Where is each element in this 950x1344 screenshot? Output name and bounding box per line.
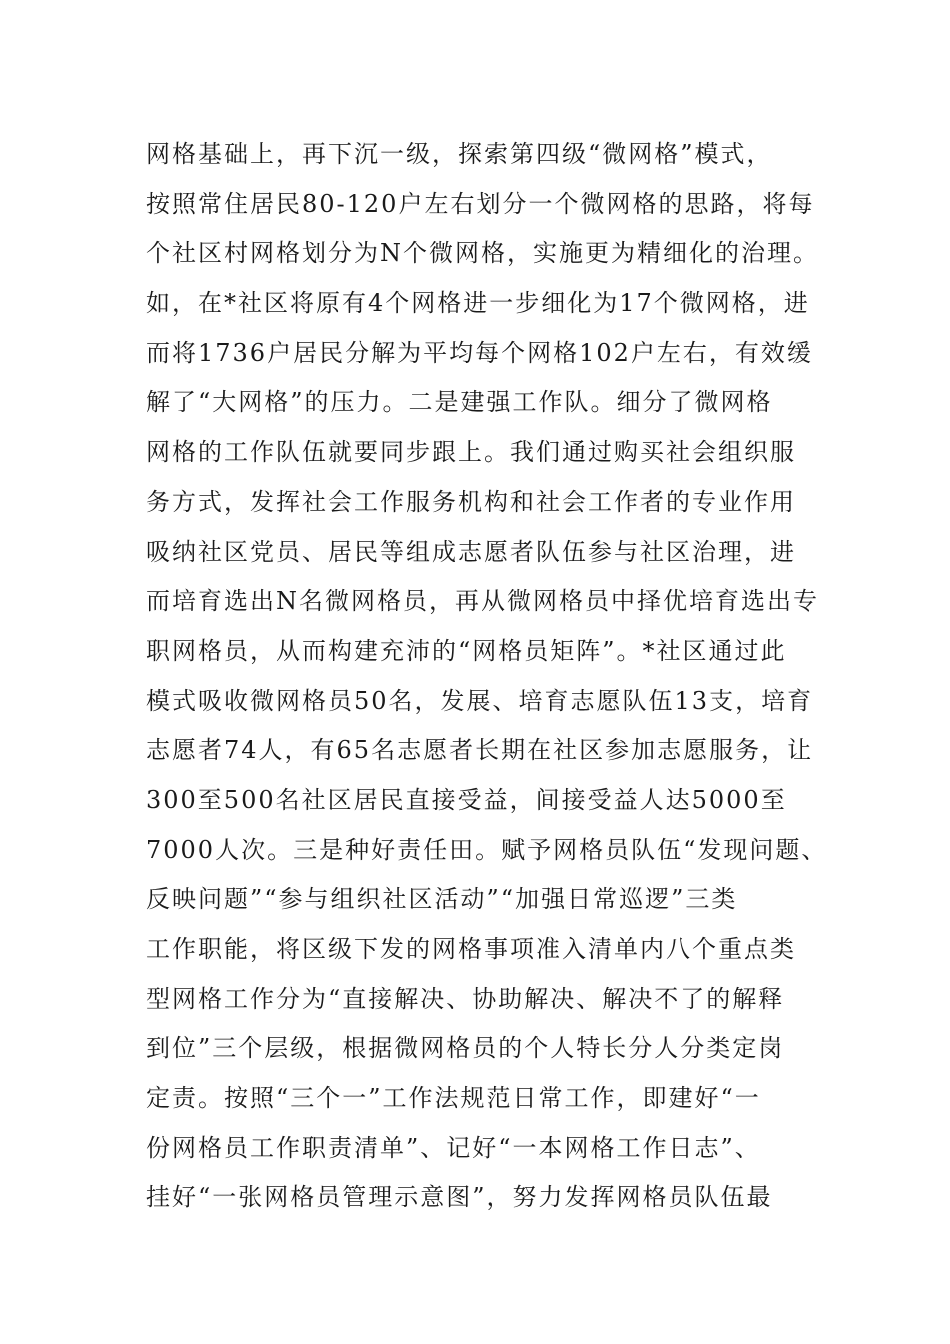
text-line: 工作职能，将区级下发的网格事项准入清单内八个重点类	[146, 935, 796, 963]
text-line: 定责。按照“三个一”工作法规范日常工作，即建好“一	[146, 1084, 761, 1113]
text-line: 反映问题”“参与组织社区活动”“加强日常巡逻”三类	[146, 885, 738, 914]
text-line: 吸纳社区党员、居民等组成志愿者队伍参与社区治理，进	[146, 537, 796, 566]
body-text	[146, 130, 826, 1223]
text-line: 解了“大网格”的压力。二是建强工作队。细分了微网格	[146, 388, 773, 417]
text-line: 7000人次。三是种好责任田。赋予网格员队伍“发现问题、	[146, 835, 828, 864]
text-line: 模式吸收微网格员50名，发展、培育志愿队伍13支，培育	[146, 686, 814, 715]
text-line: 职网格员，从而构建充沛的“网格员矩阵”。*社区通过此	[146, 636, 787, 665]
text-line: 份网格员工作职责清单”、记好“一本网格工作日志”、	[146, 1133, 761, 1162]
text-line: 按照常住居民80-120户左右划分一个微网格的思路，将每	[146, 189, 815, 218]
text-line: 300至500名社区居民直接受益，间接受益人达5000至	[146, 785, 787, 814]
text-line: 个社区村网格划分为N个微网格，实施更为精细化的治理。	[146, 239, 819, 268]
text-line: 务方式，发挥社会工作服务机构和社会工作者的专业作用	[146, 487, 796, 516]
text-line: 而培育选出N名微网格员，再从微网格员中择优培育选出专	[146, 587, 819, 616]
text-line: 到位”三个层级，根据微网格员的个人特长分人分类定岗	[146, 1034, 785, 1063]
text-line: 如，在*社区将原有4个网格进一步细化为17个微网格，进	[146, 289, 810, 318]
text-line: 网格基础上，再下沉一级，探索第四级“微网格”模式，	[146, 140, 773, 168]
text-line: 网格的工作队伍就要同步跟上。我们通过购买社会组织服	[146, 438, 796, 467]
text-line: 而将1736户居民分解为平均每个网格102户左右，有效缓	[146, 338, 813, 367]
text-line: 挂好“一张网格员管理示意图”，努力发挥网格员队伍最	[146, 1183, 773, 1212]
text-line: 志愿者74人，有65名志愿者长期在社区参加志愿服务，让	[146, 736, 814, 765]
text-line: 型网格工作分为“直接解决、协助解决、解决不了的解释	[146, 984, 785, 1013]
